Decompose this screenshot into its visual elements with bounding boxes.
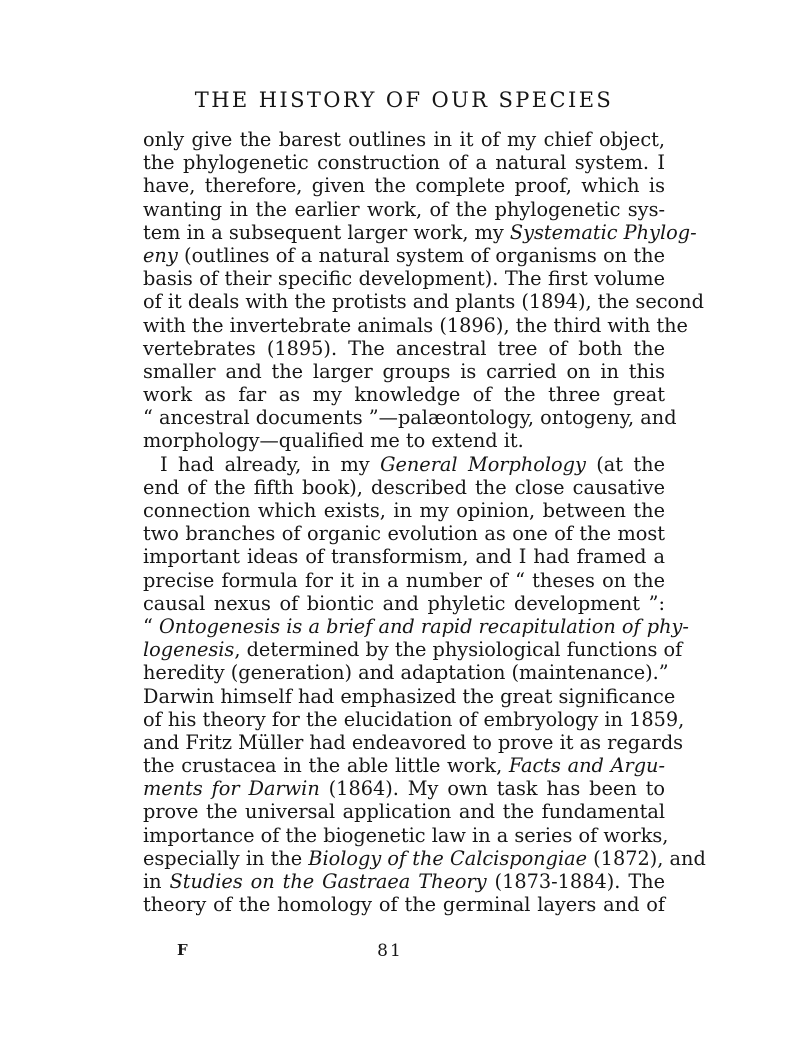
text-line: the crustacea in the able little work, Facts and Argu- bbox=[143, 754, 665, 778]
text-line: theory of the homology of the germinal layers and of bbox=[143, 893, 665, 917]
italic-title: Biology of the Calcispongiae bbox=[308, 846, 588, 870]
text-line: vertebrates (1895). The ancestral tree of both the bbox=[143, 336, 665, 360]
italic-title: logenesis bbox=[143, 638, 235, 662]
running-head: THE HISTORY OF OUR SPECIES bbox=[194, 88, 614, 112]
text-line: of his theory for the elucidation of embryology in 1859, bbox=[143, 707, 685, 731]
italic-title: eny bbox=[143, 243, 178, 267]
text-line: Darwin himself had emphasized the great significance bbox=[143, 684, 676, 708]
text-line: prove the universal application and the fundamental bbox=[143, 800, 665, 824]
text-line: eny (outlines of a natural system of organisms on the bbox=[143, 243, 665, 267]
text-line: causal nexus of biontic and phyletic development ”: bbox=[143, 591, 665, 615]
italic-title: ments for Darwin bbox=[143, 777, 320, 801]
text-line: two branches of organic evolution as one of the most bbox=[143, 522, 665, 546]
italic-title: Systematic Phylog- bbox=[509, 220, 697, 244]
text-line: with the invertebrate animals (1896), the third with the bbox=[143, 313, 688, 337]
italic-title: Ontogenesis is a brief and rapid recapitulation of phy- bbox=[159, 614, 689, 638]
text-line: in Studies on the Gastraea Theory (1873-1884). The bbox=[143, 870, 666, 893]
italic-title: Facts and Argu- bbox=[508, 754, 665, 778]
text-line: and Fritz Müller had endeavored to prove it as regards bbox=[143, 730, 684, 754]
text-line: heredity (generation) and adaptation (maintenance).” bbox=[143, 661, 669, 685]
page-number: 81 bbox=[377, 941, 403, 961]
text-line: tem in a subsequent larger work, my Systematic Phylog- bbox=[143, 220, 697, 244]
text-line: only give the barest outlines in it of my chief object, bbox=[143, 128, 665, 151]
body-text bbox=[143, 128, 706, 917]
text-line: morphology—qualified me to extend it. bbox=[143, 429, 524, 453]
text-line: “ ancestral documents ”—palæontology, ontogeny, and bbox=[143, 406, 677, 430]
text-line: importance of the biogenetic law in a series of works, bbox=[143, 823, 669, 847]
text-line: ments for Darwin (1864). My own task has been to bbox=[143, 777, 665, 801]
text-line: especially in the Biology of the Calcispongiae (1872), and bbox=[143, 846, 706, 870]
text-line: important ideas of transformism, and I had framed a bbox=[143, 545, 665, 569]
paragraph-start-line: I had already, in my General Morphology (at the bbox=[160, 452, 665, 476]
text-line: “ Ontogenesis is a brief and rapid recapitulation of phy- bbox=[143, 614, 689, 638]
text-line: the phylogenetic construction of a natural system. I bbox=[143, 151, 665, 175]
text-line: connection which exists, in my opinion, between the bbox=[143, 499, 665, 522]
text-line: smaller and the larger groups is carried on in this bbox=[143, 359, 665, 383]
italic-title: Studies on the Gastraea Theory bbox=[169, 870, 487, 893]
signature-mark: F bbox=[177, 941, 188, 959]
italic-title: General Morphology bbox=[380, 452, 586, 476]
text-line: wanting in the earlier work, of the phylogenetic sys- bbox=[143, 197, 665, 221]
text-line: basis of their specific development). The first volume bbox=[143, 267, 665, 291]
text-line: end of the fifth book), described the close causative bbox=[143, 475, 665, 499]
text-line: logenesis, determined by the physiological functions of bbox=[143, 638, 683, 662]
text-line: have, therefore, given the complete proof, which is bbox=[143, 174, 665, 198]
text-line: precise formula for it in a number of “ theses on the bbox=[143, 568, 665, 592]
text-line: work as far as my knowledge of the three great bbox=[143, 383, 665, 407]
text-line: of it deals with the protists and plants (1894), the second bbox=[143, 290, 704, 314]
